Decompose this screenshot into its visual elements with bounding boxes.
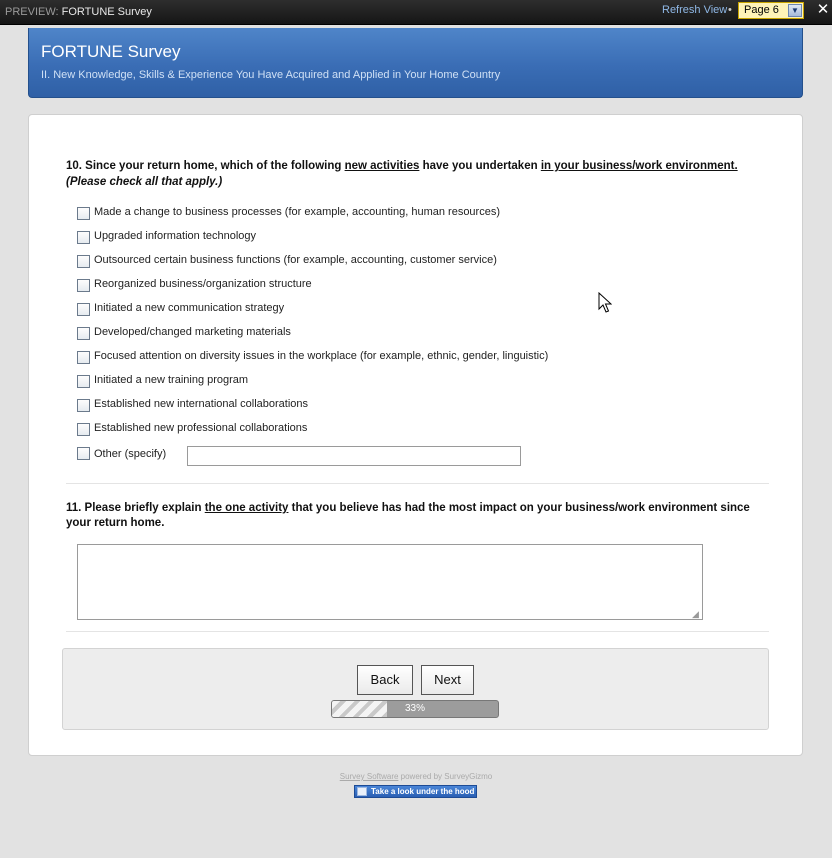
checkbox[interactable] — [77, 327, 90, 340]
divider — [66, 631, 769, 632]
page-select[interactable] — [738, 2, 804, 19]
refresh-view-link[interactable]: Refresh View — [662, 4, 728, 16]
checkbox[interactable] — [77, 255, 90, 268]
chevron-down-icon: ▼ — [788, 4, 802, 17]
checkbox[interactable] — [77, 231, 90, 244]
preview-bar — [0, 0, 832, 25]
checkbox[interactable] — [77, 303, 90, 316]
footer-credit — [0, 772, 832, 781]
option-label-other[interactable]: Other (specify) — [94, 448, 167, 460]
resize-grip-icon[interactable]: ◢ — [692, 609, 699, 619]
q10-text-part: 10. Since your return home, which of the following — [66, 160, 345, 172]
under-the-hood-button[interactable] — [354, 785, 477, 798]
q11-underlined-one-activity: the one activity — [204, 502, 289, 514]
divider — [66, 483, 769, 484]
powered-by-text: powered by SurveyGizmo — [398, 772, 493, 781]
q10-instruction: (Please check all that apply.) — [66, 176, 223, 188]
q10-underlined-new-activities: new activities — [344, 160, 420, 172]
option-label[interactable]: Developed/changed marketing materials — [94, 326, 291, 338]
option-label[interactable]: Established new professional collaborations — [94, 422, 308, 434]
preview-label: PREVIEW: — [5, 6, 59, 18]
q11-answer-textarea[interactable] — [77, 544, 703, 620]
question-11-text — [66, 501, 766, 531]
option-label[interactable]: Made a change to business processes (for example, accounting, human resources) — [94, 206, 500, 218]
other-specify-input[interactable] — [187, 446, 521, 466]
survey-title: FORTUNE Survey — [41, 42, 181, 61]
option-label[interactable]: Initiated a new communication strategy — [94, 302, 285, 314]
question-10-text — [66, 158, 766, 190]
preview-survey-name: FORTUNE Survey — [61, 6, 152, 18]
checkbox[interactable] — [77, 399, 90, 412]
checkbox[interactable] — [77, 423, 90, 436]
q11-text-part: that you believe has had the most impact on your business/work environment since your return home. — [66, 502, 750, 529]
checkbox[interactable] — [77, 279, 90, 292]
progress-bar — [331, 700, 499, 718]
navigation-panel — [62, 648, 769, 730]
hood-icon — [357, 787, 367, 796]
option-label[interactable]: Focused attention on diversity issues in the workplace (for example, ethnic, gender, linguistic) — [94, 350, 549, 362]
checkbox[interactable] — [77, 351, 90, 364]
option-label[interactable]: Established new international collaborations — [94, 398, 309, 410]
progress-label: 33% — [404, 703, 425, 714]
checkbox[interactable] — [77, 375, 90, 388]
survey-page-card — [28, 114, 803, 756]
next-button[interactable]: Next — [421, 665, 474, 695]
close-icon[interactable]: ✕ — [816, 1, 830, 18]
option-label[interactable]: Outsourced certain business functions (for example, accounting, customer service) — [94, 254, 497, 266]
survey-header — [28, 28, 803, 98]
section-subtitle: II. New Knowledge, Skills & Experience You Have Acquired and Applied in Your Home Country — [41, 69, 501, 81]
page-select-value: Page 6 — [744, 4, 779, 16]
preview-title — [5, 6, 152, 18]
mouse-cursor-icon — [598, 292, 612, 314]
q10-text-part: have you undertaken — [419, 160, 541, 172]
checkbox-other[interactable] — [77, 447, 90, 460]
back-button[interactable]: Back — [357, 665, 413, 695]
option-label[interactable]: Reorganized business/organization structure — [94, 278, 312, 290]
option-label[interactable]: Initiated a new training program — [94, 374, 249, 386]
separator-dot: • — [728, 4, 732, 16]
checkbox[interactable] — [77, 207, 90, 220]
q10-underlined-work-environment: in your business/work environment. — [540, 160, 738, 172]
survey-software-link[interactable]: Survey Software — [339, 772, 399, 781]
under-the-hood-label: Take a look under the hood — [371, 787, 475, 796]
q11-text-part: 11. Please briefly explain — [66, 502, 205, 514]
option-label[interactable]: Upgraded information technology — [94, 230, 257, 242]
